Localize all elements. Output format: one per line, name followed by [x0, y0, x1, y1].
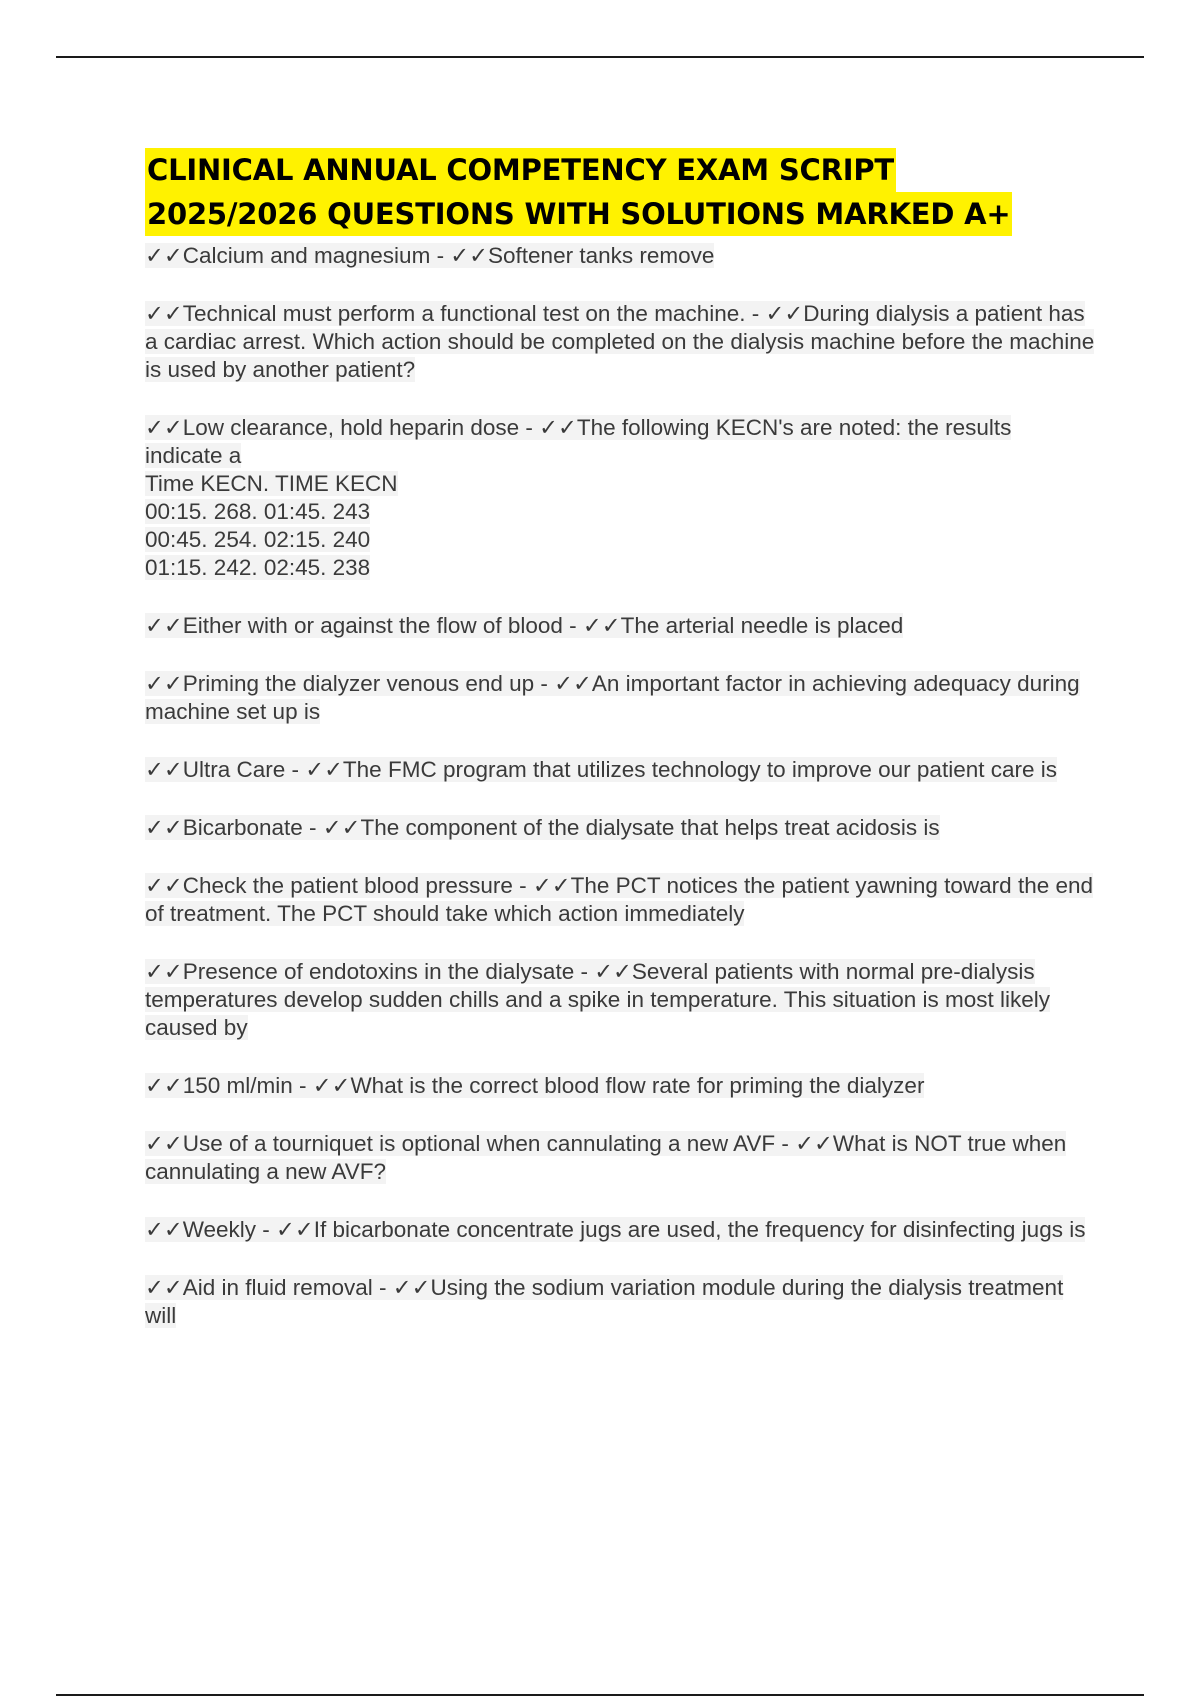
qa-item: [145, 756, 1095, 784]
qa-item-text: ✓✓150 ml/min - ✓✓What is the correct blood flow rate for priming the dialyzer: [145, 1073, 925, 1098]
qa-item: [145, 958, 1095, 1042]
qa-item-text: ✓✓Bicarbonate - ✓✓The component of the dialysate that helps treat acidosis is: [145, 815, 940, 840]
qa-item-text: ✓✓Calcium and magnesium - ✓✓Softener tanks remove: [145, 243, 715, 268]
qa-item: [145, 242, 1095, 270]
title-line-2: 2025/2026 QUESTIONS WITH SOLUTIONS MARKED A+: [145, 192, 1012, 236]
qa-item-text: ✓✓Either with or against the flow of blood - ✓✓The arterial needle is placed: [145, 613, 904, 638]
qa-item-text: ✓✓Check the patient blood pressure - ✓✓The PCT notices the patient yawning toward the end of treatment. The PCT should take which action immediately: [145, 873, 1094, 926]
qa-item: [145, 1072, 1095, 1100]
title-line-1: CLINICAL ANNUAL COMPETENCY EXAM SCRIPT: [145, 148, 896, 192]
qa-item-text: ✓✓Technical must perform a functional test on the machine. - ✓✓During dialysis a patient has a cardiac arrest. Which action should be completed on the dialysis machine before the machine is used by another patient?: [145, 301, 1095, 382]
qa-item: [145, 1130, 1095, 1186]
bottom-rule: [56, 1694, 1144, 1696]
qa-item: [145, 1216, 1095, 1244]
qa-item-text: ✓✓Presence of endotoxins in the dialysate - ✓✓Several patients with normal pre-dialysis temperatures develop sudden chills and a spike in temperature. This situation is most likely caused by: [145, 959, 1051, 1040]
qa-item: [145, 814, 1095, 842]
qa-item: [145, 670, 1095, 726]
qa-item-text: ✓✓Priming the dialyzer venous end up - ✓✓An important factor in achieving adequacy during machine set up is: [145, 671, 1080, 724]
document-title: [145, 148, 1095, 236]
qa-item-text: ✓✓Use of a tourniquet is optional when cannulating a new AVF - ✓✓What is NOT true when cannulating a new AVF?: [145, 1131, 1067, 1184]
qa-item-text: ✓✓Weekly - ✓✓If bicarbonate concentrate jugs are used, the frequency for disinfecting jugs is: [145, 1217, 1086, 1242]
qa-item: [145, 300, 1095, 384]
qa-item: [145, 612, 1095, 640]
qa-item: [145, 872, 1095, 928]
document-content: [145, 148, 1095, 1360]
qa-item-text: ✓✓Aid in fluid removal - ✓✓Using the sodium variation module during the dialysis treatment will: [145, 1275, 1064, 1328]
top-rule: [56, 56, 1144, 58]
qa-item: [145, 1274, 1095, 1330]
qa-item: [145, 414, 1095, 582]
qa-item-text: ✓✓Low clearance, hold heparin dose - ✓✓The following KECN's are noted: the results indicate a Time KECN. TIME KECN 00:15. 268. 01:45. 243 00:45. 254. 02:15. 240 01:15. 242. 02:45. 238: [145, 415, 1012, 580]
qa-item-text: ✓✓Ultra Care - ✓✓The FMC program that utilizes technology to improve our patient care is: [145, 757, 1057, 782]
